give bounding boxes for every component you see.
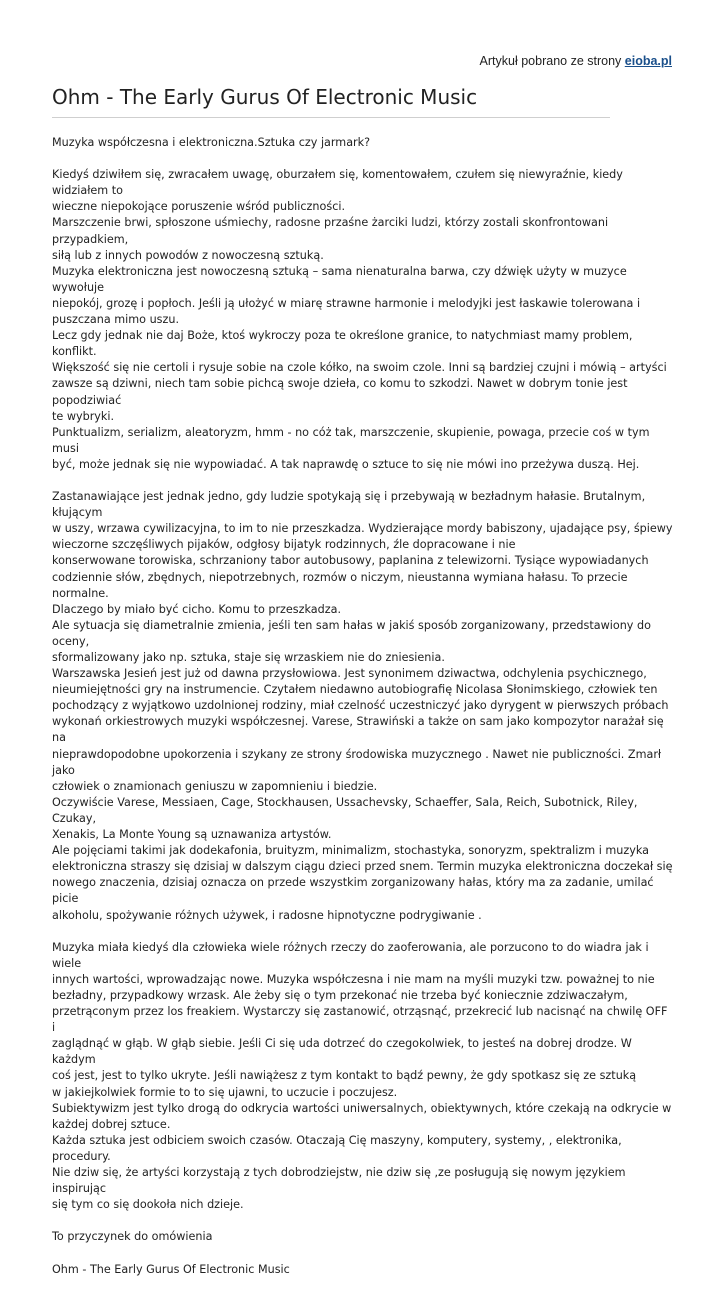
article-title: Ohm - The Early Gurus Of Electronic Music: [52, 85, 478, 109]
title-divider: [52, 117, 610, 118]
article-paragraph: Muzyka współczesna i elektroniczna.Sztuka czy jarmark?: [52, 136, 371, 149]
article-paragraph: To przyczynek do omówienia: [52, 1230, 213, 1244]
source-prefix: Artykuł pobrano ze strony: [479, 54, 625, 68]
source-attribution: [480, 54, 672, 68]
source-link[interactable]: eioba.pl: [624, 54, 672, 68]
article-paragraph: Muzyka miała kiedyś dla człowieka wiele różnych rzeczy do zaoferowania, ale porzucono to do wiadra jak i wiele innych wartości, wprowadzając nowe. Muzyka współczesna i nie mam na myśli muzyki tzw. poważnej to nie bezładny, przypadkowy wrzask. Ale żeby się o tym przekonać nie trzeba być koniecznie zdziwaczałym, przetrąconym przez los freakiem. Wystarczy się zastanowić, otrząsnąć, przekrecić lub nacisnąć na chwilę OFF i zaglądnąć w głąb. W głąb siebie. Jeśli Ci się uda dotrzeć do czegokolwiek, to jesteś na dobrej drodze. W każdym coś jest, jest to tylko ukryte. Jeśli nawiążesz z tym kontakt to bądź pewny, że gdy spotkasz się ze sztuką w jakiejkolwiek formie to to się ujawni, to uczucie i poczujesz. Subiektywizm jest tylko drogą do odkrycia wartości uniwersalnych, obiektywnych, które czekają na odkrycie w każdej dobrej sztuce. Każda sztuka jest odbiciem swoich czasów. Otaczają Cię maszyny, komputery, systemy, , elektronika, procedury. Nie dziw się, że artyści korzystają z tych dobrodziejstw, nie dziw się ,ze posługują się nowym językiem inspirując się tym co się dookoła nich dzieje.: [52, 940, 672, 1212]
article-paragraph: Ohm - The Early Gurus Of Electronic Music: [52, 1262, 290, 1276]
article-paragraph: Kiedyś dziwiłem się, zwracałem uwagę, oburzałem się, komentowałem, czułem się niewyraźnie, kiedy widziałem to wieczne niepokojące poruszenie wśród publiczności. Marszczenie brwi, spłoszone uśmiechy, radosne przaśne żarciki ludzi, którzy zostali skonfrontowani przypadkiem, siłą lub z innych powodów z nowoczesną sztuką. Muzyka elektroniczna jest nowoczesną sztuką – sama nienaturalna barwa, czy dźwięk użyty w muzyce wywołuje niepokój, grozę i popłoch. Jeśli ją ułożyć w miarę strawne harmonie i melodyjki jest łaskawie tolerowana i puszczana mimo uszu. Lecz gdy jednak nie daj Boże, ktoś wykroczy poza te określone granice, to natychmiast mamy problem, konflikt. Większość się nie certoli i rysuje sobie na czole kółko, na swoim czole. Inni są bardziej czujni i mówią – artyści zawsze są dziwni, niech tam sobie pichcą swoje dzieła, co komu to szkodzi. Nawet w dobrym tonie jest popodziwiać te wybryki. Punktualizm, serializm, aleatoryzm, hmm - no cóż tak, marszczenie, skupienie, powaga, przecie coś w tym musi być, może jednak się nie wypowiadać. A tak naprawdę o sztuce to się nie mówi ino przeżywa duszą. Hej.: [52, 168, 667, 471]
article-paragraph: Zastanawiające jest jednak jedno, gdy ludzie spotykają się i przebywają w bezładnym hałasie. Brutalnym, kłującym w uszy, wrzawa cywilizacyjna, to im to nie przeszkadza. Wydzierające mordy babiszony, ujadające psy, śpiewy wieczorne szczęśliwych pijaków, odgłosy bijatyk rodzinnych, źle dopracowane i nie konserwowane torowiska, schrzaniony tabor autobusowy, paplanina z telewizorni. Tysiące wypowiadanych codziennie słów, zbędnych, niepotrzebnych, rozmów o niczym, nieustanna wymiana hałasu. To przecie normalne. Dlaczego by miało być cicho. Komu to przeszkadza. Ale sytuacja się diametralnie zmienia, jeśli ten sam hałas w jakiś sposób zorganizowany, przedstawiony do oceny, sformalizowany jako np. sztuka, staje się wrzaskiem nie do zniesienia. Warszawska Jesień jest już od dawna przysłowiowa. Jest synonimem dziwactwa, odchylenia psychicznego, nieumiejętności gry na instrumencie. Czytałem niedawno autobiografię Nicolasa Słonimskiego, człowiek ten pochodzący z wyjątkowo uzdolnionej rodziny, miał czelność uczestniczyć jako dyrygent w pierwszych próbach wykonań orkiestrowych muzyki współczesnej. Varese, Strawiński a także on sam jako kompozytor narażał się na nieprawdopodobne upokorzenia i szykany ze strony środowiska muzycznego . Nawet nie publiczności. Zmarł jako człowiek o znamionach geniuszu w zapomnieniu i biedzie. Oczywiście Varese, Messiaen, Cage, Stockhausen, Ussachevsky, Schaeffer, Sala, Reich, Subotnick, Riley, Czukay, Xenakis, La Monte Young są uznawaniza artystów. Ale pojęciami takimi jak dodekafonia, bruityzm, minimalizm, stochastyka, sonoryzm, spektralizm i muzyka elektroniczna straszy się dzisiaj w dalszym ciągu dzieci przed snem. Termin muzyka elektroniczna doczekał się nowego znaczenia, dzisiaj oznacza on przede wszystkim zorganizowany hałas, który ma za zadanie, umilać picie alkoholu, spożywanie różnych używek, i radosne hipnotyczne podrygiwanie .: [52, 490, 673, 922]
article-body: [52, 135, 674, 1294]
